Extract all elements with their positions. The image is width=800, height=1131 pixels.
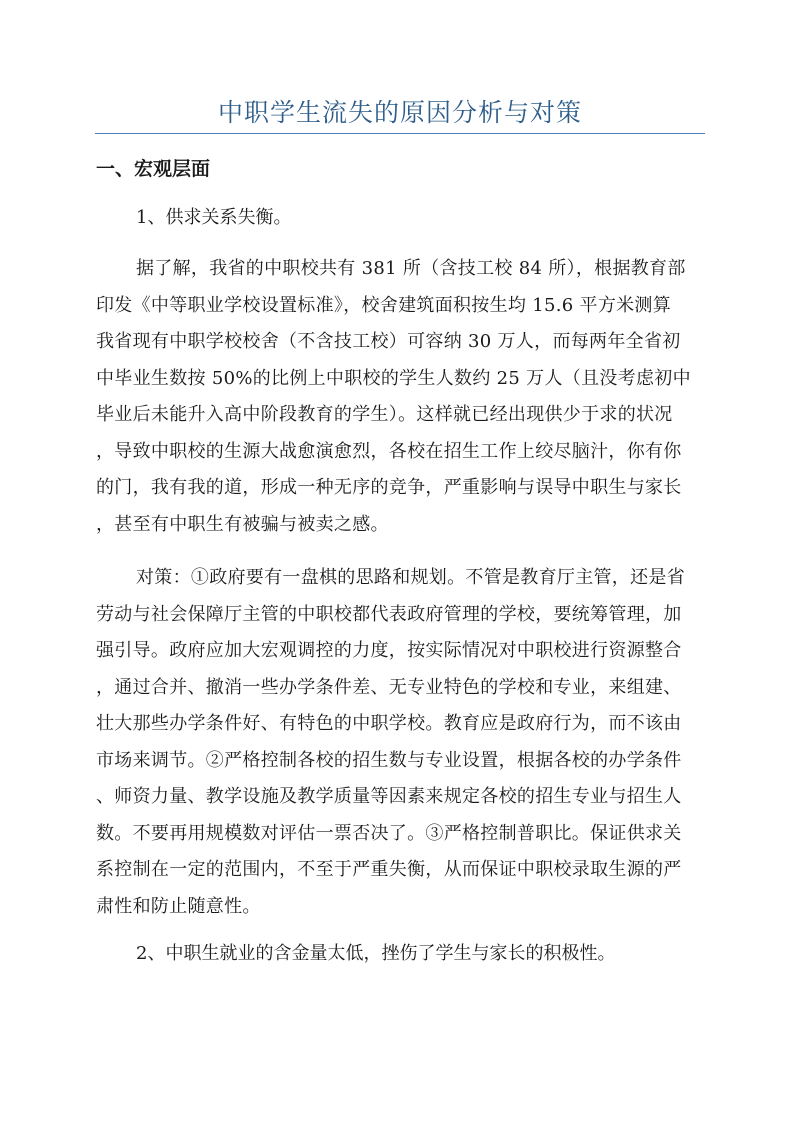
paragraph-line: ，甚至有中职生有被骗与被卖之感。 <box>96 513 389 535</box>
paragraph-line: 劳动与社会保障厅主管的中职校都代表政府管理的学校，要统筹管理，加 <box>96 603 682 625</box>
paragraph-line: 、师资力量、教学设施及教学质量等因素来规定各校的招生专业与招生人 <box>96 786 682 807</box>
paragraph-line: 据了解，我省的中职校共有 381 所（含技工校 84 所），根据教育部 <box>136 258 686 279</box>
item-heading-1: 1、供求关系失衡。 <box>136 207 292 228</box>
paragraph-line: 的门，我有我的道，形成一种无序的竞争，严重影响与误导中职生与家长 <box>96 477 682 498</box>
section-heading: 一、宏观层面 <box>96 158 211 180</box>
document-title: 中职学生流失的原因分析与对策 <box>217 98 582 127</box>
paragraph-line: 中毕业生数按 50%的比例上中职校的学生人数约 25 万人（且没考虑初中 <box>96 367 691 389</box>
paragraph-supply-demand <box>96 251 702 543</box>
paragraph-line: 肃性和防止随意性。 <box>96 895 261 917</box>
paragraph-line: 印发《中等职业学校设置标准》，校舍建筑面积按生均 15.6 平方米测算 <box>96 294 672 316</box>
paragraph-line: 我省现有中职学校校舍（不含技工校）可容纳 30 万人，而每两年全省初 <box>96 331 681 352</box>
paragraph-line: 强引导。政府应加大宏观调控的力度，按实际情况对中职校进行资源整合 <box>96 640 682 661</box>
paragraph-line: ，导致中职校的生源大战愈演愈烈，各校在招生工作上绞尽脑汁，你有你 <box>96 440 682 462</box>
paragraph-line: 数。不要再用规模数对评估一票否决了。③严格控制普职比。保证供求关 <box>96 822 682 844</box>
paragraph-line: ，通过合并、撤消一些办学条件差、无专业特色的学校和专业，来组建、 <box>96 676 682 698</box>
item-heading-2: 2、中职生就业的含金量太低，挫伤了学生与家长的积极性。 <box>136 943 616 964</box>
paragraph-line: 市场来调节。②严格控制各校的招生数与专业设置，根据各校的办学条件 <box>96 749 682 771</box>
paragraph-line: 系控制在一定的范围内，不至于严重失衡，从而保证中职校录取生源的严 <box>96 859 682 880</box>
paragraph-line: 对策：①政府要有一盘棋的思路和规划。不管是教育厅主管，还是省 <box>136 567 685 588</box>
paragraph-line: 壮大那些办学条件好、有特色的中职学校。教育应是政府行为，而不该由 <box>96 713 682 734</box>
paragraph-countermeasures <box>96 560 702 925</box>
title-underline <box>95 133 705 134</box>
paragraph-line: 毕业后未能升入高中阶段教育的学生）。这样就已经出现供少于求的状况 <box>96 404 673 425</box>
